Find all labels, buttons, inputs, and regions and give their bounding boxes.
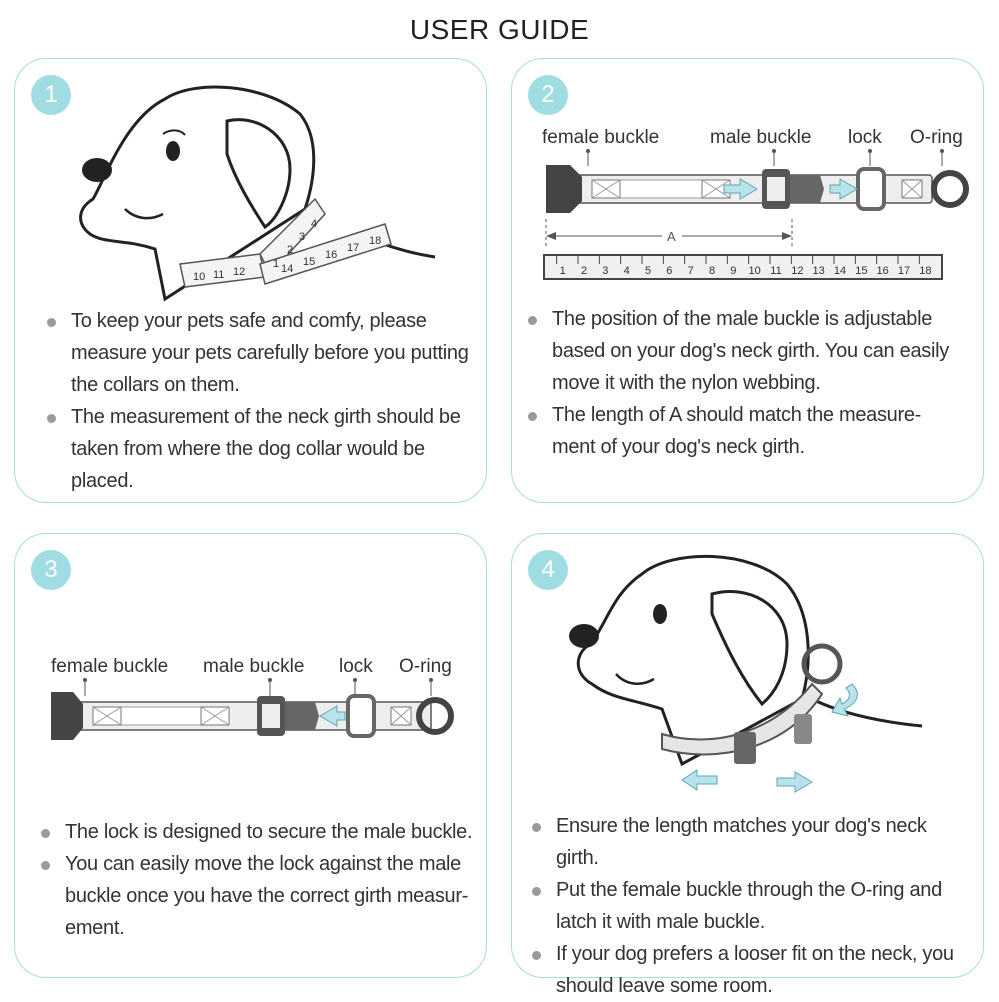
ruler-tick-label: 7 bbox=[687, 265, 694, 277]
dog-wearing-collar-illustration bbox=[512, 534, 985, 804]
bullet-item: The position of the male buckle is adjustable based on your dog's neck girth. You can easily move it with the nylon webbing. bbox=[522, 303, 962, 399]
bullet-list bbox=[522, 303, 962, 463]
tape-tick-label: 4 bbox=[311, 218, 318, 230]
label-male-buckle: male buckle bbox=[203, 656, 305, 677]
bullet-item: Ensure the length matches your dog's neck girth. bbox=[526, 810, 970, 874]
step-number-badge: 4 bbox=[528, 550, 568, 590]
tape-tick-label: 11 bbox=[213, 269, 225, 281]
bullet-item: To keep your pets safe and comfy, please measure your pets carefully before you putting the collars on them. bbox=[41, 305, 471, 401]
ruler-tick-label: 11 bbox=[770, 265, 782, 277]
label-female-buckle: female buckle bbox=[51, 656, 169, 677]
label-lock: lock bbox=[339, 656, 373, 677]
tape-tick-label: 17 bbox=[347, 242, 360, 254]
step-number-badge: 3 bbox=[31, 550, 71, 590]
bullet-list bbox=[35, 816, 475, 944]
tape-tick-label: 1 bbox=[273, 258, 280, 270]
ruler-tick-label: 3 bbox=[602, 265, 609, 277]
ruler-tick-label: 12 bbox=[791, 265, 804, 277]
ruler-tick-label: 10 bbox=[748, 265, 761, 277]
ruler-tick-label: 9 bbox=[730, 265, 737, 277]
ruler-tick-label: 18 bbox=[919, 265, 932, 277]
ruler-tick-label: 14 bbox=[833, 265, 847, 277]
tape-tick-label: 14 bbox=[281, 263, 294, 275]
tape-tick-label: 12 bbox=[233, 266, 246, 278]
tape-tick-label: 2 bbox=[287, 244, 294, 256]
collar-lock-diagram bbox=[15, 534, 488, 774]
step-number-badge: 2 bbox=[528, 75, 568, 115]
ruler-tick-label: 5 bbox=[644, 265, 652, 277]
collar-parts-diagram bbox=[512, 59, 985, 299]
tape-tick-label: 3 bbox=[299, 231, 306, 243]
ruler-tick-label: 17 bbox=[897, 265, 911, 277]
ruler-tick-label: 8 bbox=[708, 265, 716, 277]
label-a: A bbox=[667, 229, 676, 244]
label-o-ring: O-ring bbox=[910, 127, 963, 148]
ruler-tick-label: 6 bbox=[666, 265, 673, 277]
label-female-buckle: female buckle bbox=[542, 127, 660, 148]
ruler-tick-label: 16 bbox=[876, 265, 889, 277]
tape-tick-label: 10 bbox=[193, 271, 206, 283]
step-number-badge: 1 bbox=[31, 75, 71, 115]
bullet-item: The lock is designed to secure the male buckle. bbox=[35, 816, 475, 848]
ruler-tick-label: 1 bbox=[559, 265, 566, 277]
bullet-item: The measurement of the neck girth should be taken from where the dog collar would be placed. bbox=[41, 401, 471, 497]
tape-tick-label: 16 bbox=[325, 249, 338, 261]
label-lock: lock bbox=[848, 127, 882, 148]
ruler-tick-label: 15 bbox=[855, 265, 868, 277]
ruler-tick-label: 13 bbox=[812, 265, 825, 277]
tape-tick-label: 18 bbox=[369, 235, 382, 247]
label-o-ring: O-ring bbox=[399, 656, 452, 677]
ruler-tick-label: 4 bbox=[623, 265, 630, 277]
bullet-list bbox=[526, 810, 970, 1002]
bullet-item: If your dog prefers a looser fit on the neck, you should leave some room. bbox=[526, 938, 970, 1002]
bullet-item: The length of A should match the measure-ment of your dog's neck girth. bbox=[522, 399, 962, 463]
bullet-item: You can easily move the lock against the male buckle once you have the correct girth measur-ement. bbox=[35, 848, 475, 944]
panel-step-2 bbox=[511, 58, 984, 503]
dog-measuring-illustration bbox=[15, 59, 488, 319]
panel-step-3 bbox=[14, 533, 487, 978]
page-title: USER GUIDE bbox=[409, 14, 590, 45]
ruler-tick-label: 2 bbox=[580, 265, 588, 277]
panel-step-1 bbox=[14, 58, 487, 503]
bullet-item: Put the female buckle through the O-ring and latch it with male buckle. bbox=[526, 874, 970, 938]
panel-step-4 bbox=[511, 533, 984, 997]
tape-tick-label: 15 bbox=[303, 256, 316, 268]
bullet-list bbox=[41, 305, 471, 497]
label-male-buckle: male buckle bbox=[710, 127, 812, 148]
